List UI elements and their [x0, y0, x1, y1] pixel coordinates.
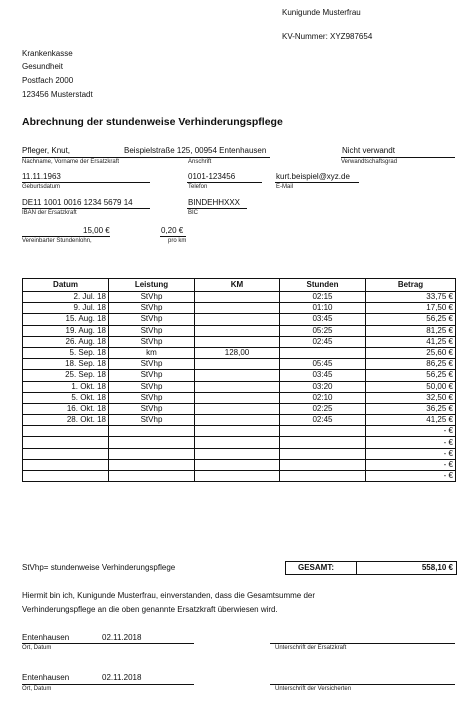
cell-service: StVhp	[109, 336, 195, 347]
caregiver-relation: Nicht verwandt	[342, 146, 395, 155]
per-km-line	[160, 236, 186, 237]
recipient-line-3: Postfach 2000	[22, 76, 74, 85]
cell-date: 5. Okt. 18	[23, 392, 109, 403]
table-row	[23, 471, 456, 482]
cell-date	[23, 471, 109, 482]
table-row	[23, 459, 456, 470]
cell-service: StVhp	[109, 292, 195, 303]
caregiver-birthdate: 11.11.1963	[22, 172, 61, 181]
relation-label: Verwandtschaftsgrad	[341, 159, 398, 165]
cell-km	[195, 459, 280, 470]
cell-service	[109, 471, 195, 482]
cell-hours: 03:45	[280, 370, 366, 381]
cell-amount: 17,50 €	[366, 303, 456, 314]
table-row	[23, 370, 456, 381]
cell-amount: - €	[366, 448, 456, 459]
caregiver-bic: BINDEHHXXX	[188, 198, 241, 207]
legend-text: StVhp= stundenweise Verhinderungspflege	[22, 563, 176, 572]
table-row	[23, 448, 456, 459]
cell-hours: 01:10	[280, 303, 366, 314]
consent-line-2: Verhinderungspflege an die oben genannte Ersatzkraft überwiesen wird.	[22, 605, 278, 614]
birthdate-label: Geburtsdatum	[22, 184, 61, 190]
recipient-line-2: Gesundheit	[22, 62, 63, 71]
cell-date	[23, 426, 109, 437]
table-row	[23, 415, 456, 426]
header-datum: Datum	[23, 279, 109, 292]
cell-hours: 02:45	[280, 415, 366, 426]
cell-hours	[280, 426, 366, 437]
cell-hours: 02:15	[280, 292, 366, 303]
cell-service: StVhp	[109, 415, 195, 426]
cell-service: StVhp	[109, 381, 195, 392]
cell-km	[195, 471, 280, 482]
sender-name: Kunigunde Musterfrau	[282, 8, 361, 17]
cell-hours: 02:25	[280, 403, 366, 414]
signature-2-place-label: Ort, Datum	[22, 686, 52, 692]
cell-hours	[280, 471, 366, 482]
cell-service: StVhp	[109, 303, 195, 314]
cell-km	[195, 359, 280, 370]
bic-label: BIC	[188, 210, 199, 216]
cell-amount: 32,50 €	[366, 392, 456, 403]
cell-hours	[280, 448, 366, 459]
cell-amount: 41,25 €	[366, 336, 456, 347]
recipient-line-4: 123456 Musterstadt	[22, 90, 93, 99]
cell-amount: 56,25 €	[366, 314, 456, 325]
cell-amount: - €	[366, 459, 456, 470]
cell-service: StVhp	[109, 370, 195, 381]
cell-service: StVhp	[109, 314, 195, 325]
table-row	[23, 325, 456, 336]
billing-table	[22, 278, 456, 482]
cell-date: 9. Jul. 18	[23, 303, 109, 314]
signature-2-place-line	[22, 684, 194, 685]
cell-km	[195, 370, 280, 381]
iban-line	[22, 208, 150, 209]
table-row	[23, 314, 456, 325]
iban-label: IBAN der Ersatzkraft	[22, 210, 77, 216]
cell-km	[195, 448, 280, 459]
cell-hours: 03:20	[280, 381, 366, 392]
header-km: KM	[195, 279, 280, 292]
relation-line	[341, 157, 455, 158]
kv-number: KV-Nummer: XYZ987654	[282, 32, 373, 41]
total-box	[285, 561, 457, 575]
cell-amount: 36,25 €	[366, 403, 456, 414]
cell-amount: 86,25 €	[366, 359, 456, 370]
cell-hours	[280, 347, 366, 358]
cell-amount: - €	[366, 471, 456, 482]
cell-km	[195, 437, 280, 448]
header-leistung: Leistung	[109, 279, 195, 292]
cell-date	[23, 437, 109, 448]
name-address-line	[22, 157, 270, 158]
table-row	[23, 303, 456, 314]
header-stunden: Stunden	[280, 279, 366, 292]
cell-hours: 03:45	[280, 314, 366, 325]
phone-line	[187, 182, 262, 183]
cell-date: 28. Okt. 18	[23, 415, 109, 426]
cell-km	[195, 426, 280, 437]
header-betrag: Betrag	[366, 279, 456, 292]
signature-1-sign-line	[270, 643, 455, 644]
signature-1-date: 02.11.2018	[102, 633, 142, 642]
caregiver-address: Beispielstraße 125, 00954 Entenhausen	[124, 146, 267, 155]
cell-date: 16. Okt. 18	[23, 403, 109, 414]
cell-service	[109, 448, 195, 459]
cell-km	[195, 314, 280, 325]
cell-amount: 50,00 €	[366, 381, 456, 392]
document-title: Abrechnung der stundenweise Verhinderungspflege	[22, 116, 283, 128]
table-row	[23, 392, 456, 403]
cell-km	[195, 381, 280, 392]
cell-km	[195, 392, 280, 403]
phone-label: Telefon	[188, 184, 208, 190]
birthdate-line	[22, 182, 150, 183]
signature-1-place: Entenhausen	[22, 633, 70, 642]
cell-date: 26. Aug. 18	[23, 336, 109, 347]
cell-service: km	[109, 347, 195, 358]
cell-hours: 02:10	[280, 392, 366, 403]
signature-2-sign-label: Unterschrift der Versicherten	[275, 686, 352, 692]
signature-2-sign-line	[270, 684, 455, 685]
table-row	[23, 347, 456, 358]
table-row	[23, 336, 456, 347]
cell-hours	[280, 437, 366, 448]
cell-date: 19. Aug. 18	[23, 325, 109, 336]
signature-1-place-label: Ort, Datum	[22, 645, 52, 651]
cell-hours: 02:45	[280, 336, 366, 347]
signature-1-sign-label: Unterschrift der Ersatzkraft	[275, 645, 347, 651]
table-row	[23, 403, 456, 414]
cell-hours	[280, 459, 366, 470]
cell-amount: 81,25 €	[366, 325, 456, 336]
table-row	[23, 381, 456, 392]
per-km-label: pro km	[168, 238, 187, 244]
caregiver-name: Pfleger, Knut,	[22, 146, 71, 155]
cell-hours: 05:25	[280, 325, 366, 336]
cell-date: 25. Sep. 18	[23, 370, 109, 381]
email-line	[275, 182, 359, 183]
per-km-rate: 0,20 €	[161, 226, 184, 235]
cell-service	[109, 437, 195, 448]
name-label: Nachname, Vorname der Ersatzkraft	[22, 159, 120, 165]
cell-km	[195, 303, 280, 314]
total-value: 558,10 €	[421, 563, 453, 572]
cell-km: 128,00	[195, 347, 280, 358]
cell-date	[23, 448, 109, 459]
cell-amount: 41,25 €	[366, 415, 456, 426]
cell-km	[195, 325, 280, 336]
cell-amount: - €	[366, 437, 456, 448]
cell-date: 18. Sep. 18	[23, 359, 109, 370]
cell-amount: 25,60 €	[366, 347, 456, 358]
bic-line	[187, 208, 247, 209]
recipient-line-1: Krankenkasse	[22, 49, 73, 58]
hourly-rate: 15,00 €	[83, 226, 110, 235]
cell-service	[109, 426, 195, 437]
cell-date	[23, 459, 109, 470]
signature-2-place: Entenhausen	[22, 673, 70, 682]
cell-km	[195, 292, 280, 303]
address-label: Anschrift	[188, 159, 212, 165]
cell-service: StVhp	[109, 392, 195, 403]
consent-line-1: Hiermit bin ich, Kunigunde Musterfrau, einverstanden, dass die Gesamtsumme der	[22, 591, 316, 600]
table-row	[23, 292, 456, 303]
cell-amount: 56,25 €	[366, 370, 456, 381]
table-row	[23, 426, 456, 437]
cell-km	[195, 415, 280, 426]
cell-service	[109, 459, 195, 470]
caregiver-iban: DE11 1001 0016 1234 5679 14	[22, 198, 133, 207]
hourly-rate-line	[22, 236, 110, 237]
cell-amount: 33,75 €	[366, 292, 456, 303]
cell-km	[195, 336, 280, 347]
cell-date: 5. Sep. 18	[23, 347, 109, 358]
table-row	[23, 359, 456, 370]
total-label: GESAMT:	[286, 562, 357, 574]
cell-date: 2. Jul. 18	[23, 292, 109, 303]
cell-km	[195, 403, 280, 414]
cell-service: StVhp	[109, 325, 195, 336]
cell-service: StVhp	[109, 359, 195, 370]
signature-2-date: 02.11.2018	[102, 673, 142, 682]
caregiver-email: kurt.beispiel@xyz.de	[276, 172, 350, 181]
signature-1-place-line	[22, 643, 194, 644]
cell-service: StVhp	[109, 403, 195, 414]
cell-date: 15. Aug. 18	[23, 314, 109, 325]
cell-amount: - €	[366, 426, 456, 437]
cell-date: 1. Okt. 18	[23, 381, 109, 392]
caregiver-phone: 0101-123456	[188, 172, 236, 181]
cell-hours: 05:45	[280, 359, 366, 370]
email-label: E-Mail	[276, 184, 294, 190]
table-row	[23, 437, 456, 448]
hourly-rate-label: Vereinbarter Stundenlohn,	[22, 238, 92, 244]
